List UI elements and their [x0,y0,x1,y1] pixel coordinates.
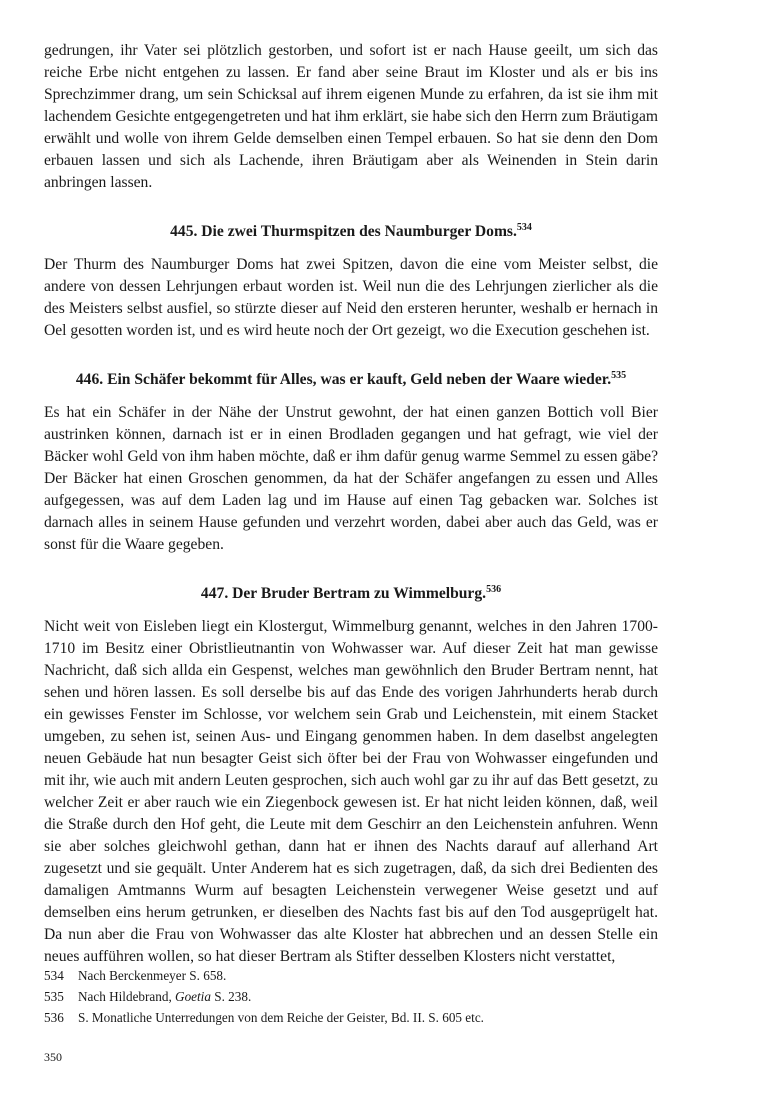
section-446-heading [44,369,658,391]
section-447-title: 447. Der Bruder Bertram zu Wimmelburg. [200,585,487,602]
footnote-536 [44,1007,658,1028]
footnote-text: S. Monatliche Unterredungen von dem Reiche der Geister, Bd. II. S. 605 etc. [78,1010,484,1025]
section-445-heading [44,221,658,243]
section-446-title: 446. Ein Schäfer bekommt für Alles, was er kauft, Geld neben der Waare wieder. [75,371,612,388]
footnote-ref-535: 535 [611,370,627,381]
footnote-title-goetia: Goetia [175,989,211,1004]
intro-paragraph: gedrungen, ihr Vater sei plötzlich gestorben, und sofort ist er nach Hause geeilt, um sich das reiche Erbe nicht entgehen zu lassen. Er fand aber seine Braut im Kloster und als er bis ins Sprechzimmer drang, um sein Schicksal auf ihrem eigenen Munde zu erfahren, da ist sie ihm mit lachendem Gesichte entgegengetreten und hat ihm erklärt, sie habe sich den Herrn zum Bräutigam erwählt und wolle von ihrem Gelde demselben einen Tempel erbauen. So hat sie denn den Dom erbauen lassen und sich als Lachende, ihren Bräutigam aber als Weinenden in Stein darin anbringen lassen. [44,42,658,191]
footnote-ref-534: 534 [516,222,532,233]
footnote-535 [44,986,658,1007]
section-447-heading [44,583,658,605]
footnote-number: 536 [44,1010,64,1025]
section-447-body: Nicht weit von Eisleben liegt ein Klostergut, Wimmelburg genannt, welches in den Jahren 1700-1710 im Besitz einer Obristlieutnantin von Wohwasser war. Auf dieser Zeit hat man gewisse Nachricht, daß sich allda ein Gespenst, welches man gewöhnlich den Bruder Bertram nennt, hat sehen und hören lassen. Es soll derselbe bis auf das Ende des vorigen Jahrhunderts herab durch ein gewisses Fenster im Schlosse, vor welchem sein Grab und Leichenstein, mit einem Stacket umgeben, zu sehen ist, seinen Aus- und Eingang genommen haben. In dem daselbst angelegten neuen Gebäude hat nun besagter Geist sich öfter bei der Frau von Wohwasser eingefunden und mit ihr, wie auch mit andern Leuten gesprochen, sich auch wohl gar zu ihr auf das Bett gesetzt, zu welcher Zeit er aber rauch wie ein Ziegenbock gewesen ist. Er hat nicht leiden können, daß, weil die Straße durch den Hof geht, die Leute mit dem Geschirr an den Leichenstein anfuhren. Wenn sie aber solches gleichwohl gethan, dann hat er ihnen des Nachts darauf auf allerhand Art zugesetzt und sie gequält. Unter Anderem hat es sich zugetragen, daß, da sich drei Bedienten des damaligen Amtmanns Wurm auf besagten Leichenstein verwegener Weise gesetzt und auf demselben eins herum getrunken, er dieselben des Nachts fast bis auf den Tod ausgeprügelt hat. Da nun aber die Frau von Wohwasser das alte Kloster hat abbrechen und an dessen Stelle ein neues aufführen wollen, so hat dieser Bertram als Stifter desselben Klosters nicht verstattet, [44,618,658,965]
footnote-ref-536: 536 [486,584,502,595]
footnote-number: 535 [44,989,64,1004]
section-445-body: Der Thurm des Naumburger Doms hat zwei Spitzen, davon die eine vom Meister selbst, die andere von dessen Lehrjungen erbaut worden ist. Weil nun die des Lehrjungen zierlicher als die des Meisters selbst ausfiel, so stürzte dieser auf Neid den ersteren herunter, weshalb er hernach in Oel gesotten worden ist, und es wird heute noch der Ort gezeigt, wo die Execution geschehen ist. [44,256,658,339]
page-number: 350 [44,1050,62,1064]
footnote-text: Nach Hildebrand, Goetia S. 238. [78,989,252,1004]
section-446-body: Es hat ein Schäfer in der Nähe der Unstrut gewohnt, der hat einen ganzen Bottich voll Bier austrinken können, darnach ist er in einen Brodladen gegangen und hat gefragt, wie viel der Bäcker wohl Geld von ihm haben möchte, daß er ihm dafür genug warme Semmel zu essen gäbe? Der Bäcker hat einen Groschen genommen, da hat der Schäfer angefangen zu essen und Alles aufgegessen, was auf dem Laden lag und im Hause auf einen Tag gebacken war. Solches ist darnach alles in seinem Hause gefunden und verzehrt worden, dabei aber auch das Geld, was er sonst für die Waare gegeben. [44,404,658,553]
footnote-text: Nach Berckenmeyer S. 658. [78,968,227,983]
footnotes [44,965,658,1028]
page-body [44,40,658,968]
footnote-534 [44,965,658,986]
footnote-number: 534 [44,968,64,983]
section-445-title: 445. Die zwei Thurmspitzen des Naumburger Doms. [170,223,517,240]
